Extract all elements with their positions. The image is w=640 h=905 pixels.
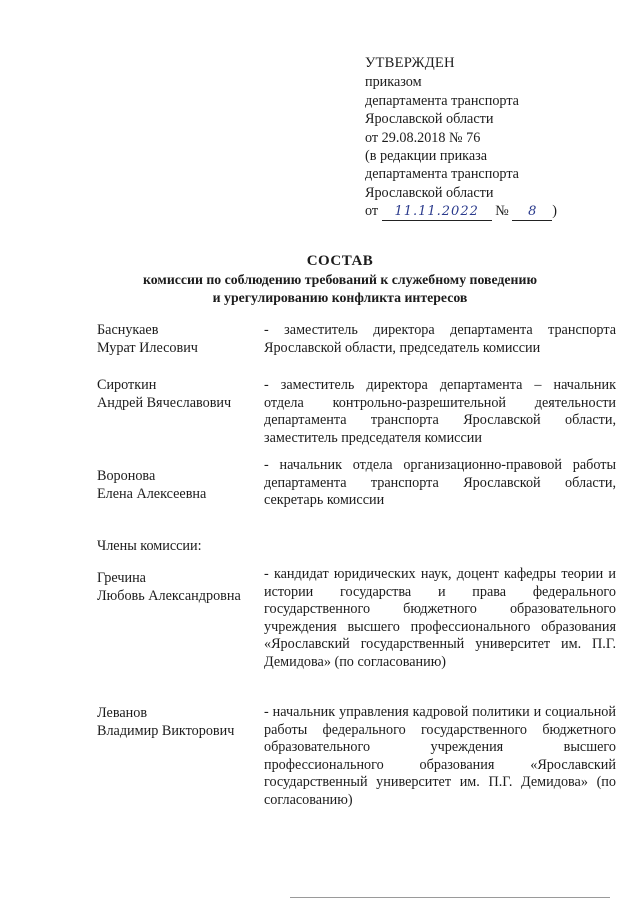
approval-line: (в редакции приказа <box>365 148 488 165</box>
title-subtitle-line: и урегулированию конфликта интересов <box>212 289 468 305</box>
page-bottom-rule <box>290 897 610 898</box>
person-surname: Леванов <box>97 705 148 721</box>
closing-paren: ) <box>552 203 558 220</box>
person-given-name: Андрей Вячеславович <box>97 394 232 411</box>
person-given-name: Любовь Александровна <box>97 587 241 604</box>
person-surname: Сироткин <box>97 377 157 393</box>
approval-line: департамента транспорта <box>365 166 519 183</box>
person-surname: Гречина <box>97 570 146 586</box>
number-prefix: № <box>495 203 509 220</box>
person-role: - начальник управления кадровой политики и социальной работы федерального государственного бюджетного образовательного учреждения высшего профессионального образования «Ярославский государственный университет им. П.Г. Демидова» (по согласованию) <box>264 704 616 808</box>
person-name <box>97 705 267 740</box>
person-surname: Баснукаев <box>97 322 159 338</box>
handwritten-number: 8 <box>512 203 552 221</box>
person-name <box>97 377 267 412</box>
title-subtitle-line: комиссии по соблюдению требований к служебному поведению <box>143 272 537 287</box>
document-title <box>60 252 620 306</box>
person-role: - кандидат юридических наук, доцент кафедры теории и истории государства и права федерального государственного бюджетного образовательного учреждения высшего профессионального образования «Ярославский государственный университет им. П.Г. Демидова» (по согласованию) <box>264 566 616 670</box>
person-surname: Воронова <box>97 468 156 484</box>
person-role: - заместитель директора департамента – начальник отдела контрольно-разрешительной деятельности департамента транспорта Ярославской области, заместитель председателя комиссии <box>264 377 616 446</box>
person-name <box>97 468 267 503</box>
members-label: Члены комиссии: <box>97 538 202 554</box>
approval-stamp-block <box>365 54 625 221</box>
approval-line: приказом <box>365 74 422 91</box>
date-prefix: от <box>365 203 379 220</box>
handwritten-date: 11.11.2022 <box>382 203 492 221</box>
person-name <box>97 322 267 357</box>
approval-line: департамента транспорта <box>365 92 519 109</box>
person-given-name: Владимир Викторович <box>97 722 235 739</box>
person-name <box>97 570 267 605</box>
person-role: - заместитель директора департамента транспорта Ярославской области, председатель комиссии <box>264 322 616 356</box>
approval-line: Ярославской области <box>365 184 494 201</box>
person-given-name: Елена Алексеевна <box>97 485 207 502</box>
person-given-name: Мурат Илесович <box>97 339 198 356</box>
approval-order-ref: от 29.08.2018 № 76 <box>365 129 481 146</box>
approval-heading: УТВЕРЖДЕН <box>365 55 455 71</box>
title-main: СОСТАВ <box>306 253 374 269</box>
approval-line: Ярославской области <box>365 111 494 128</box>
person-role: - начальник отдела организационно-правовой работы департамента транспорта Ярославской области, секретарь комиссии <box>264 457 616 509</box>
approval-date-line <box>365 202 625 220</box>
